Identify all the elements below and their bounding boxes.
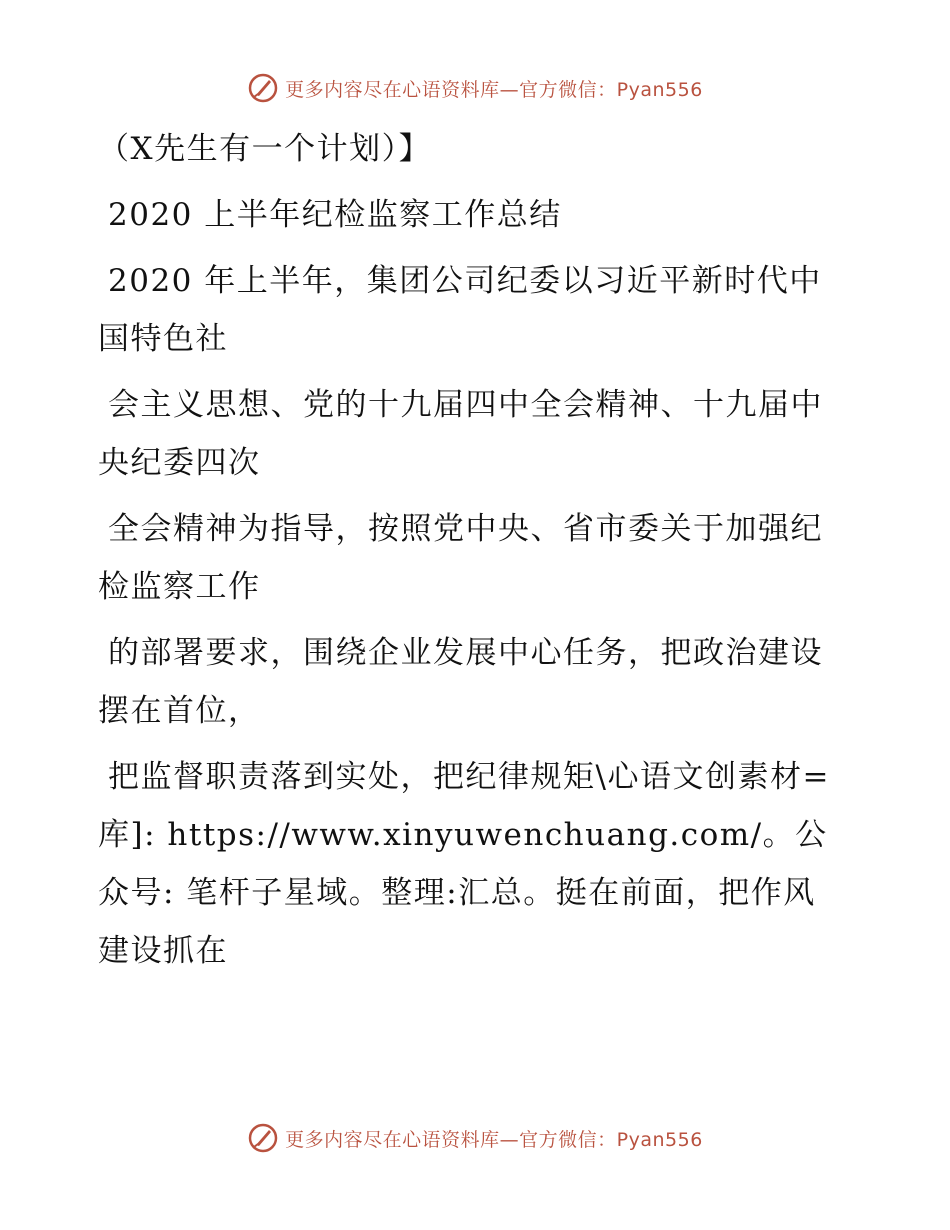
document-paragraph: 的部署要求，围绕企业发展中心任务，把政治建设摆在首位，	[98, 635, 823, 729]
document-paragraph: 把监督职责落到实处，把纪律规矩\心语文创素材=库]: https://www.xinyuwenchuang.com/。公众号: 笔杆子星域。整理:汇总。挺在前面，把作风建设抓在	[98, 759, 830, 969]
document-paragraph: 2020 年上半年，集团公司纪委以习近平新时代中国特色社	[98, 263, 822, 357]
document-paragraph: 全会精神为指导，按照党中央、省市委关于加强纪检监察工作	[98, 511, 823, 605]
footer-banner-text: 更多内容尽在心语资料库—官方微信：Pyan556	[285, 1128, 703, 1151]
header-banner-text: 更多内容尽在心语资料库—官方微信：Pyan556	[285, 78, 703, 101]
document-body	[98, 120, 848, 988]
document-title: 2020 上半年纪检监察工作总结	[108, 197, 562, 233]
footer-banner	[0, 1122, 950, 1154]
header-banner	[0, 72, 950, 104]
document-bracket-note: （X先生有一个计划）】	[98, 131, 432, 167]
document-paragraph: 会主义思想、党的十九届四中全会精神、十九届中央纪委四次	[98, 387, 823, 481]
feather-pen-icon	[247, 1122, 279, 1154]
feather-pen-icon	[247, 72, 279, 104]
